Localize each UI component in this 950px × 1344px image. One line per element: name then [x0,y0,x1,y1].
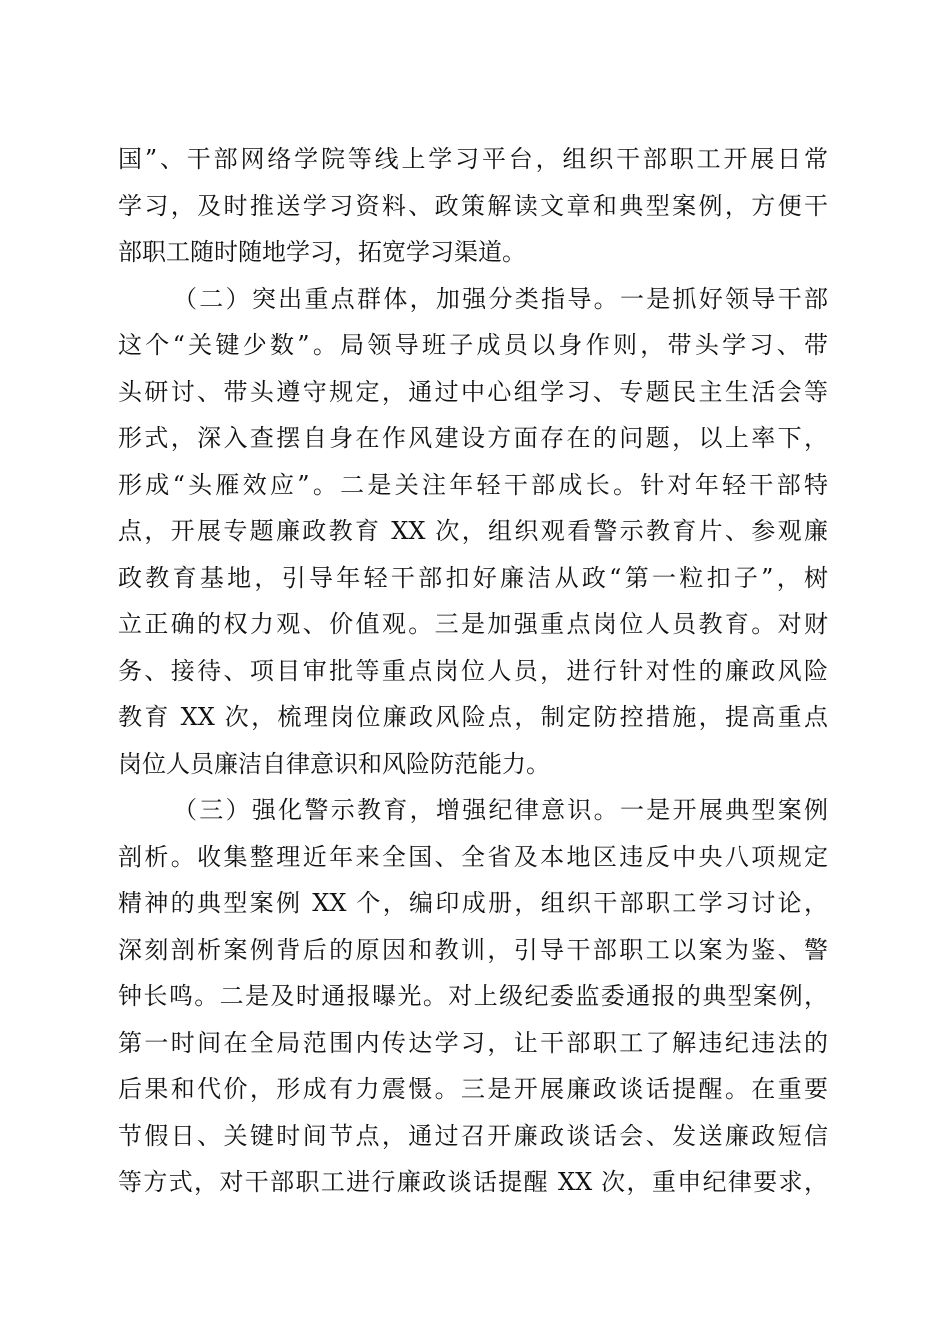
body-text-line: 学习，及时推送学习资料、政策解读文章和典型案例，方便干 [118,191,828,220]
body-text-line: 这个“关键少数”。局领导班子成员以身作则，带头学习、带 [118,331,828,359]
body-text-line: 立正确的权力观、价值观。三是加强重点岗位人员教育。对财 [118,610,828,638]
body-text-line: 后果和代价，形成有力震慑。三是开展廉政谈话提醒。在重要 [118,1075,828,1103]
body-text-line: 部职工随时随地学习，拓宽学习渠道。 [118,238,526,266]
body-text-line: 点，开展专题廉政教育 XX 次，组织观看警示教育片、参观廉 [118,517,828,545]
body-text-line: 形成“头雁效应”。二是关注年轻干部成长。针对年轻干部特 [118,470,828,499]
body-text-line: 岗位人员廉洁自律意识和风险防范能力。 [118,749,550,778]
body-text-line: 第一时间在全局范围内传达学习，让干部职工了解违纪违法的 [118,1028,828,1057]
section-heading-line: （二）突出重点群体，加强分类指导。一是抓好领导干部 [173,284,828,313]
body-text-line: 钟长鸣。二是及时通报曝光。对上级纪委监委通报的典型案例， [118,982,828,1010]
body-text-line: 教育 XX 次，梳理岗位廉政风险点，制定防控措施，提高重点 [118,703,828,731]
body-text-line: 国”、干部网络学院等线上学习平台，组织干部职工开展日常 [118,145,828,173]
body-text-line: 政教育基地，引导年轻干部扣好廉洁从政“第一粒扣子”，树 [118,563,828,592]
section-heading-line: （三）强化警示教育，增强纪律意识。一是开展典型案例 [173,796,828,824]
body-text-line: 形式，深入查摆自身在作风建设方面存在的问题，以上率下， [118,424,828,452]
body-text-line: 剖析。收集整理近年来全国、全省及本地区违反中央八项规定 [118,842,828,871]
body-text-line: 务、接待、项目审批等重点岗位人员，进行针对性的廉政风险 [118,656,828,685]
body-text-line: 深刻剖析案例背后的原因和教训，引导干部职工以案为鉴、警 [118,935,828,964]
body-text-line: 节假日、关键时间节点，通过召开廉政谈话会、发送廉政短信 [118,1121,828,1150]
body-text-line: 头研讨、带头遵守规定，通过中心组学习、专题民主生活会等 [118,377,828,406]
body-text-line: 精神的典型案例 XX 个，编印成册，组织干部职工学习讨论， [118,889,828,917]
document-body [118,136,828,1206]
body-text-line: 等方式，对干部职工进行廉政谈话提醒 XX 次，重申纪律要求， [118,1168,828,1196]
